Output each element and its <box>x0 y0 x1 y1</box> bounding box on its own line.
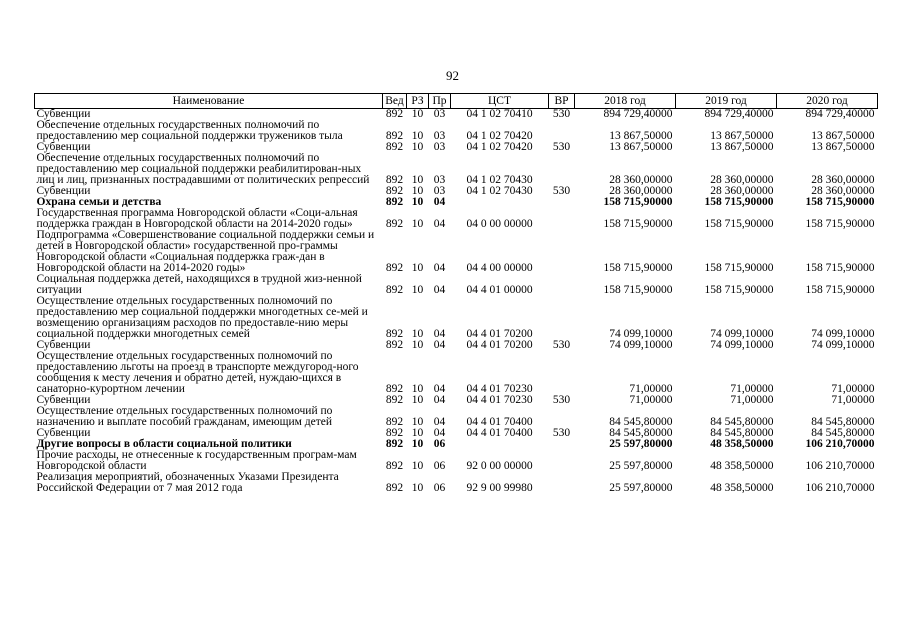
row-rz: 10 <box>411 328 424 340</box>
row-value-2018: 894 729,40000 <box>603 108 673 120</box>
row-rz: 10 <box>411 427 424 439</box>
row-name: Другие вопросы в области социальной политики <box>36 438 292 450</box>
header-2019: 2019 год <box>676 94 777 109</box>
row-rz: 10 <box>411 339 424 351</box>
table-row <box>35 230 878 274</box>
header-vr: ВР <box>549 94 575 109</box>
row-value-2018: 71,00000 <box>629 383 673 395</box>
row-value-2020: 28 360,00000 <box>811 185 875 197</box>
row-pr: 06 <box>433 460 446 472</box>
row-cst: 04 4 01 70400 <box>466 416 533 428</box>
row-value-2019: 13 867,50000 <box>710 130 774 142</box>
row-ved: 892 <box>385 284 404 296</box>
row-name: Подпрограмма «Совершенствование социальной поддержки семьи и детей в Новгородской области» государственной про-граммы Новгородской области «Социальная поддержка граж-дан в Новгородской области на 2014-2020 годы» <box>36 229 375 274</box>
row-value-2018: 158 715,90000 <box>603 284 673 296</box>
table-row <box>35 274 878 296</box>
row-cst: 04 1 02 70420 <box>466 141 533 153</box>
row-vr <box>549 230 575 274</box>
header-ved: Вед <box>383 94 407 109</box>
row-ved: 892 <box>385 460 404 472</box>
row-pr: 06 <box>433 438 446 450</box>
row-value-2020: 158 715,90000 <box>805 284 875 296</box>
row-cst: 04 1 02 70410 <box>466 108 533 120</box>
row-vr: 530 <box>552 108 571 120</box>
row-ved: 892 <box>385 262 404 274</box>
header-2020: 2020 год <box>777 94 878 109</box>
row-cst: 04 1 02 70430 <box>466 185 533 197</box>
row-rz: 10 <box>411 196 424 208</box>
row-value-2018: 158 715,90000 <box>603 218 673 230</box>
header-2018: 2018 год <box>575 94 676 109</box>
row-value-2020: 158 715,90000 <box>805 196 875 208</box>
row-value-2019: 28 360,00000 <box>710 174 774 186</box>
row-value-2018: 13 867,50000 <box>609 130 673 142</box>
row-value-2020: 74 099,10000 <box>811 328 875 340</box>
row-ved: 892 <box>385 339 404 351</box>
row-cst: 04 4 01 70400 <box>466 427 533 439</box>
row-cst: 04 4 01 00000 <box>466 284 533 296</box>
row-name: Субвенции <box>36 339 91 351</box>
row-name: Реализация мероприятий, обозначенных Указами Президента Российской Федерации от 7 мая 2012 года <box>36 471 339 494</box>
row-cst: 04 0 00 00000 <box>466 218 533 230</box>
row-vr <box>549 351 575 395</box>
row-value-2019: 158 715,90000 <box>704 262 774 274</box>
row-value-2019: 48 358,50000 <box>710 482 774 494</box>
row-vr <box>549 208 575 230</box>
row-ved: 892 <box>385 482 404 494</box>
row-name: Осуществление отдельных государственных полномочий по назначению и выплате пособий гражданам, имеющим детей <box>36 405 333 428</box>
row-rz: 10 <box>411 108 424 120</box>
row-pr: 04 <box>433 262 446 274</box>
row-name: Субвенции <box>36 185 91 197</box>
row-value-2019: 48 358,50000 <box>710 460 774 472</box>
row-pr: 04 <box>433 328 446 340</box>
row-pr: 03 <box>433 185 446 197</box>
row-ved: 892 <box>385 218 404 230</box>
row-rz: 10 <box>411 383 424 395</box>
row-value-2019: 74 099,10000 <box>710 328 774 340</box>
row-pr: 04 <box>433 394 446 406</box>
row-rz: 10 <box>411 174 424 186</box>
row-name: Обеспечение отдельных государственных полномочий по предоставлению мер социальной поддержки тружеников тыла <box>36 119 343 142</box>
table-row <box>35 296 878 340</box>
row-value-2019: 71,00000 <box>730 394 774 406</box>
row-vr: 530 <box>552 185 571 197</box>
row-rz: 10 <box>411 130 424 142</box>
row-ved: 892 <box>385 383 404 395</box>
row-value-2018: 84 545,80000 <box>609 427 673 439</box>
row-ved: 892 <box>385 108 404 120</box>
row-name: Субвенции <box>36 427 91 439</box>
row-rz: 10 <box>411 460 424 472</box>
row-ved: 892 <box>385 130 404 142</box>
row-rz: 10 <box>411 394 424 406</box>
header-rz: РЗ <box>407 94 429 109</box>
row-value-2019: 48 358,50000 <box>710 438 774 450</box>
row-vr: 530 <box>552 339 571 351</box>
row-pr: 03 <box>433 174 446 186</box>
row-name: Осуществление отдельных государственных полномочий по предоставлению мер социальной поддержки многодетных се-мей и возмещению организациям расходов по предоставле-нию меры социальной поддержки многодетных семей <box>36 295 368 340</box>
row-value-2020: 158 715,90000 <box>805 262 875 274</box>
row-ved: 892 <box>385 438 404 450</box>
row-value-2019: 71,00000 <box>730 383 774 395</box>
row-pr: 04 <box>433 383 446 395</box>
row-ved: 892 <box>385 416 404 428</box>
row-value-2020: 71,00000 <box>831 394 875 406</box>
row-value-2019: 84 545,80000 <box>710 416 774 428</box>
budget-table <box>34 93 878 494</box>
row-value-2018: 71,00000 <box>629 394 673 406</box>
row-value-2018: 158 715,90000 <box>603 262 673 274</box>
row-cst: 04 4 01 70200 <box>466 339 533 351</box>
row-rz: 10 <box>411 482 424 494</box>
row-cst <box>451 439 549 450</box>
row-vr <box>549 197 575 208</box>
row-pr: 06 <box>433 482 446 494</box>
row-cst: 04 4 01 70230 <box>466 394 533 406</box>
row-value-2020: 71,00000 <box>831 383 875 395</box>
row-cst: 92 0 00 00000 <box>466 460 533 472</box>
row-vr: 530 <box>552 394 571 406</box>
row-rz: 10 <box>411 438 424 450</box>
row-vr <box>549 153 575 186</box>
row-ved: 892 <box>385 141 404 153</box>
table-row <box>35 472 878 494</box>
table-row <box>35 153 878 186</box>
row-value-2018: 25 597,80000 <box>609 460 673 472</box>
row-ved: 892 <box>385 394 404 406</box>
row-value-2018: 25 597,80000 <box>609 438 673 450</box>
row-name: Государственная программа Новгородской области «Соци-альная поддержка граждан в Новгородской области на 2014-2020 годы» <box>36 207 358 230</box>
row-value-2018: 158 715,90000 <box>603 196 673 208</box>
row-vr <box>549 439 575 450</box>
row-value-2018: 74 099,10000 <box>609 339 673 351</box>
table-body <box>35 109 878 495</box>
row-cst: 04 4 01 70230 <box>466 383 533 395</box>
row-name: Субвенции <box>36 141 91 153</box>
row-value-2020: 106 210,70000 <box>805 482 875 494</box>
row-ved: 892 <box>385 328 404 340</box>
table-header-row <box>35 94 878 109</box>
row-cst: 92 9 00 99980 <box>466 482 533 494</box>
row-pr: 04 <box>433 416 446 428</box>
row-vr <box>549 472 575 494</box>
row-ved: 892 <box>385 427 404 439</box>
row-value-2018: 13 867,50000 <box>609 141 673 153</box>
row-cst: 04 4 01 70200 <box>466 328 533 340</box>
row-vr <box>549 120 575 142</box>
header-name: Наименование <box>35 94 383 109</box>
row-rz: 10 <box>411 262 424 274</box>
row-rz: 10 <box>411 185 424 197</box>
row-pr: 04 <box>433 284 446 296</box>
row-pr: 04 <box>433 339 446 351</box>
row-ved: 892 <box>385 174 404 186</box>
row-vr <box>549 296 575 340</box>
row-pr: 04 <box>433 427 446 439</box>
row-value-2020: 106 210,70000 <box>805 460 875 472</box>
row-value-2020: 106 210,70000 <box>805 438 875 450</box>
row-name: Обеспечение отдельных государственных полномочий по предоставлению мер социальной поддержки реабилитирован-ных лиц и лиц, признанных пострадавшими от политических репрессий <box>36 152 370 186</box>
row-value-2018: 25 597,80000 <box>609 482 673 494</box>
row-name: Прочие расходы, не отнесенные к государственным програм-мам Новгородской области <box>36 449 357 472</box>
row-name: Осуществление отдельных государственных полномочий по предоставлению льготы на проезд в транспорте междугород-ного сообщения к месту лечения и обратно детей, нуждаю-щихся в санаторно-курортном лечении <box>36 350 359 395</box>
row-value-2018: 74 099,10000 <box>609 328 673 340</box>
row-vr <box>549 450 575 472</box>
row-rz: 10 <box>411 284 424 296</box>
row-value-2018: 84 545,80000 <box>609 416 673 428</box>
row-cst <box>451 197 549 208</box>
row-value-2019: 13 867,50000 <box>710 141 774 153</box>
row-vr: 530 <box>552 427 571 439</box>
table-row <box>35 450 878 472</box>
row-name: Охрана семьи и детства <box>36 196 162 208</box>
header-pr: Пр <box>429 94 451 109</box>
row-cst: 04 4 00 00000 <box>466 262 533 274</box>
row-value-2020: 158 715,90000 <box>805 218 875 230</box>
row-pr: 04 <box>433 196 446 208</box>
row-vr <box>549 406 575 428</box>
row-ved: 892 <box>385 196 404 208</box>
row-value-2018: 28 360,00000 <box>609 185 673 197</box>
row-rz: 10 <box>411 416 424 428</box>
row-vr <box>549 274 575 296</box>
row-value-2019: 84 545,80000 <box>710 427 774 439</box>
row-pr: 03 <box>433 130 446 142</box>
row-cst: 04 1 02 70430 <box>466 174 533 186</box>
row-value-2020: 28 360,00000 <box>811 174 875 186</box>
row-rz: 10 <box>411 141 424 153</box>
row-value-2020: 13 867,50000 <box>811 141 875 153</box>
row-value-2019: 158 715,90000 <box>704 196 774 208</box>
row-value-2020: 894 729,40000 <box>805 108 875 120</box>
row-value-2020: 84 545,80000 <box>811 427 875 439</box>
header-cst: ЦСТ <box>451 94 549 109</box>
row-pr: 03 <box>433 108 446 120</box>
table-row <box>35 351 878 395</box>
row-rz: 10 <box>411 218 424 230</box>
row-value-2018: 28 360,00000 <box>609 174 673 186</box>
row-name: Социальная поддержка детей, находящихся в трудной жиз-ненной ситуации <box>36 273 362 296</box>
row-value-2020: 84 545,80000 <box>811 416 875 428</box>
row-value-2020: 13 867,50000 <box>811 130 875 142</box>
row-pr: 03 <box>433 141 446 153</box>
row-name: Субвенции <box>36 394 91 406</box>
row-name: Субвенции <box>36 108 91 120</box>
row-value-2019: 74 099,10000 <box>710 339 774 351</box>
row-ved: 892 <box>385 185 404 197</box>
row-pr: 04 <box>433 218 446 230</box>
row-value-2019: 28 360,00000 <box>710 185 774 197</box>
table-row <box>35 406 878 428</box>
table-row <box>35 120 878 142</box>
row-value-2020: 74 099,10000 <box>811 339 875 351</box>
row-cst: 04 1 02 70420 <box>466 130 533 142</box>
row-value-2019: 894 729,40000 <box>704 108 774 120</box>
table-row <box>35 208 878 230</box>
row-vr: 530 <box>552 141 571 153</box>
row-value-2019: 158 715,90000 <box>704 284 774 296</box>
row-value-2019: 158 715,90000 <box>704 218 774 230</box>
page-number: 92 <box>446 68 459 83</box>
